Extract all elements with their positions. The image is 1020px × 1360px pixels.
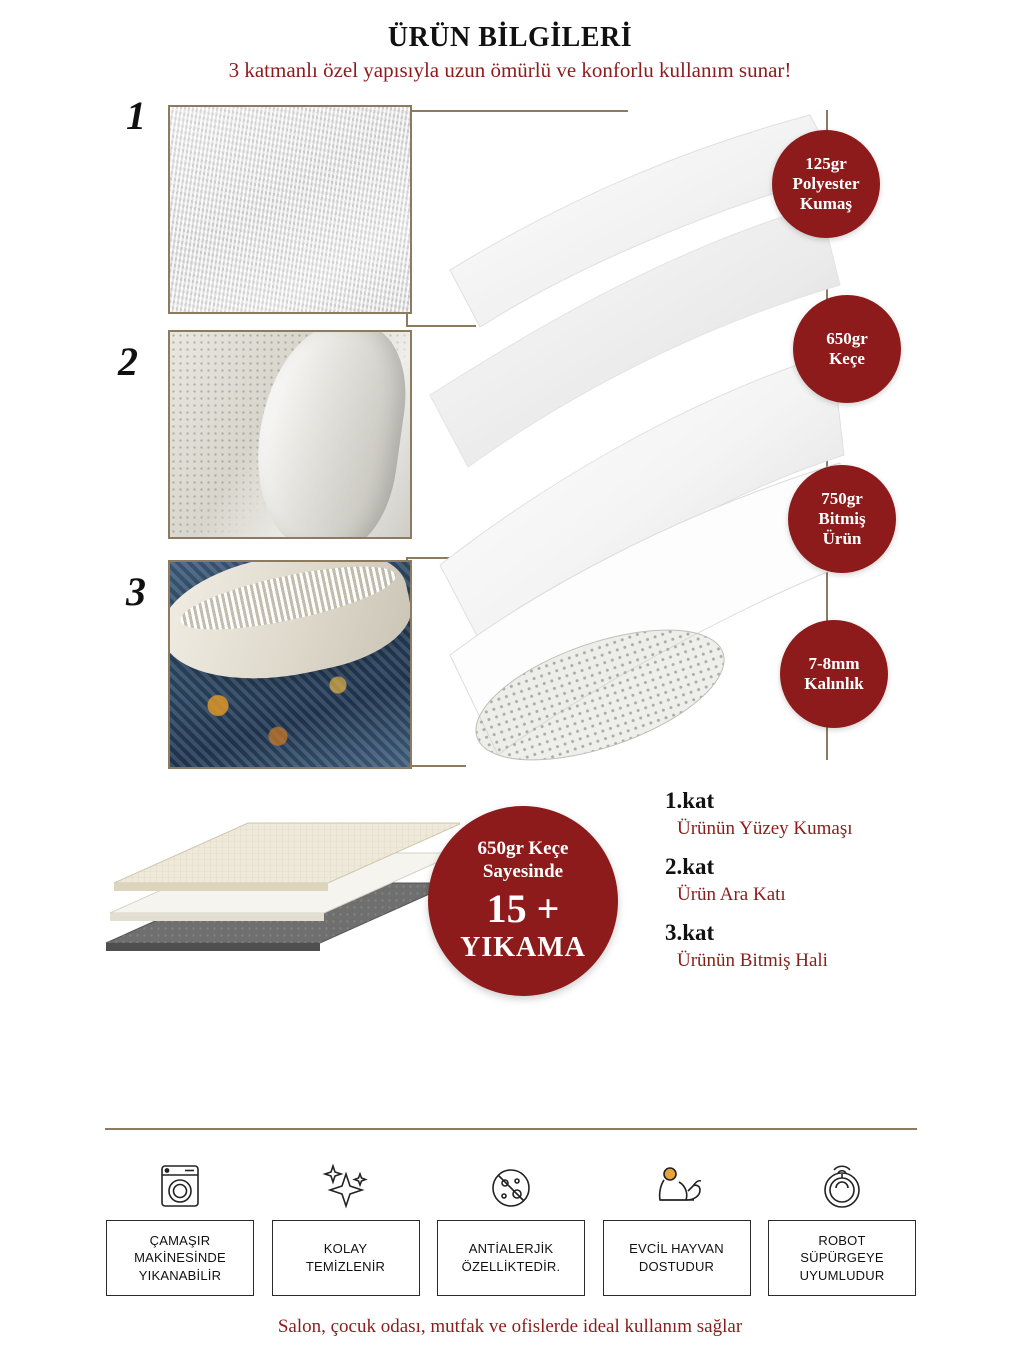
feature-easy-clean: [271, 1148, 421, 1296]
badge-felt-line2: Keçe: [829, 349, 865, 368]
feature-antiallergic-line2: ÖZELLİKTEDİR.: [461, 1259, 561, 1274]
feature-washable-label: [106, 1220, 254, 1296]
feature-pet-friendly: [602, 1148, 752, 1296]
badge-thickness: [780, 620, 888, 728]
badge-felt-line1: 650gr: [826, 328, 868, 348]
badge-thickness-line1: 7-8mm: [808, 653, 860, 673]
no-allergy-icon: [483, 1148, 539, 1214]
badge-finished-line2: Bitmiş: [818, 508, 866, 528]
feature-antiallergic-line1: ANTİALERJİK: [468, 1241, 554, 1257]
feature-washable-line1: ÇAMAŞIR: [149, 1232, 211, 1248]
feature-pet-friendly-line2: DOSTUDUR: [638, 1259, 715, 1274]
feature-robot-vacuum-line3: UYUMLUDUR: [799, 1267, 885, 1283]
layer-legend: [665, 786, 1005, 986]
stack-illustration: [100, 815, 460, 995]
pet-friendly-icon: [646, 1148, 708, 1214]
kat-title-1: 1.kat: [665, 788, 715, 813]
robot-vacuum-icon: [812, 1148, 872, 1214]
badge-finished-line3: Ürün: [822, 529, 862, 549]
feature-antiallergic: [436, 1148, 586, 1296]
layer-number-1: 1: [126, 93, 146, 138]
kat-desc-2: Ürün Ara Katı: [677, 884, 786, 905]
page-subtitle: 3 katmanlı özel yapısıyla uzun ömürlü ve konforlu kullanım sunar!: [228, 58, 792, 82]
kat-title-3: 3.kat: [665, 920, 715, 945]
feature-robot-vacuum-line1: ROBOT: [818, 1232, 866, 1248]
kat-desc-3: Ürünün Bitmiş Hali: [677, 950, 828, 971]
kat-desc-1: Ürünün Yüzey Kumaşı: [677, 818, 853, 839]
badge-felt: [793, 295, 901, 403]
wash-badge-line1b: Sayesinde: [482, 860, 564, 882]
badge-finished-line1: 750gr: [821, 488, 863, 508]
feature-washable-line3: YIKANABİLİR: [138, 1267, 222, 1283]
feature-robot-vacuum: [767, 1148, 917, 1296]
badge-finished-product: [788, 465, 896, 573]
sparkle-icon: [316, 1148, 376, 1214]
feature-list: [105, 1148, 917, 1296]
feature-easy-clean-line1: KOLAY: [323, 1241, 368, 1257]
layer-photo-2: [168, 330, 412, 539]
wash-badge-label: YIKAMA: [460, 932, 586, 964]
feature-easy-clean-line2: TEMİZLENİR: [305, 1259, 386, 1274]
wash-count-badge: [428, 806, 618, 996]
feature-antiallergic-label: [437, 1220, 585, 1296]
badge-polyester-line1: 125gr: [805, 153, 847, 173]
layer-number-3: 3: [126, 569, 146, 614]
badge-polyester-line2: Polyester: [792, 173, 860, 193]
section-divider: [105, 1128, 917, 1130]
feature-robot-vacuum-line2: SÜPÜRGEYE: [800, 1250, 884, 1266]
footer-note: Salon, çocuk odası, mutfak ve ofislerde ideal kullanım sağlar: [277, 1316, 743, 1337]
layer-photo-3: [168, 560, 412, 769]
feature-pet-friendly-line1: EVCİL HAYVAN: [629, 1241, 724, 1257]
badge-polyester: [772, 130, 880, 238]
feature-robot-vacuum-label: [768, 1220, 916, 1296]
badge-polyester-line3: Kumaş: [800, 194, 852, 214]
feature-pet-friendly-label: [603, 1220, 751, 1296]
feature-washable: [105, 1148, 255, 1296]
feature-easy-clean-label: [272, 1220, 420, 1296]
layer-photo-1: [168, 105, 412, 314]
wash-badge-line1: 650gr Keçe: [477, 837, 569, 859]
badge-thickness-line2: Kalınlık: [804, 674, 864, 693]
wash-badge-count: 15 +: [486, 886, 560, 932]
feature-washable-line2: MAKİNESİNDE: [134, 1250, 226, 1266]
layer-number-2: 2: [118, 339, 138, 384]
washing-machine-icon: [152, 1148, 208, 1214]
page-title: ÜRÜN BİLGİLERİ: [387, 22, 633, 53]
kat-title-2: 2.kat: [665, 854, 715, 879]
